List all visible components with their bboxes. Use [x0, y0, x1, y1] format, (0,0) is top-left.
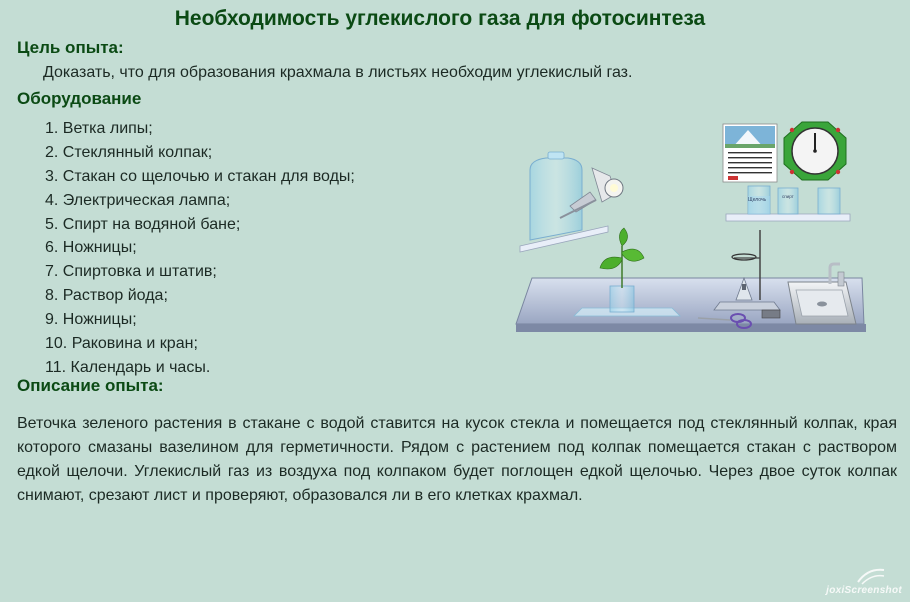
beaker-water-icon [818, 188, 840, 214]
equipment-item: 9. Ножницы; [45, 311, 137, 329]
equipment-heading: Оборудование [17, 89, 142, 108]
beaker-alkali-label: Щелочь [748, 197, 767, 203]
beaker-alcohol-icon [778, 188, 798, 214]
equipment-list [45, 117, 355, 380]
beaker-alcohol-label: спирт [782, 194, 794, 199]
bell-jar-icon [530, 152, 582, 240]
iodine-bottle-icon [762, 310, 780, 318]
description-text: Веточка зеленого растения в стакане с водой ставится на кусок стекла и помещается под стеклянный колпак, края которого смазаны вазелином для герметичности. Рядом с растением под колпак помещается стакан с раствором едкой щелочи. Углекислый газ из воздуха под колпаком будет поглощен едкой щелочью. Через двое суток колпак снимают, срезают лист и проверяют, образовался ли в его клетках крахмал. [17, 415, 897, 504]
sink-icon [788, 282, 856, 324]
watermark-logo-icon [856, 566, 886, 586]
equipment-item: 4. Электрическая лампа; [45, 191, 231, 209]
equipment-item: 11. Календарь и часы. [45, 358, 211, 376]
equipment-item: 6. Ножницы; [45, 239, 137, 257]
equipment-item: 8. Раствор йода; [45, 287, 168, 305]
goal-heading: Цель опыта: [17, 38, 124, 57]
watermark-text: joxiScreenshot [826, 585, 902, 596]
watermark [826, 566, 906, 598]
equipment-item: 10. Раковина и кран; [45, 335, 198, 353]
equipment-item: 3. Стакан со щелочью и стакан для воды; [45, 167, 355, 185]
page-title: Необходимость углекислого газа для фотосинтеза [174, 7, 706, 30]
clock-icon [784, 122, 846, 180]
equipment-item: 2. Стеклянный колпак; [45, 143, 213, 161]
equipment-item: 5. Спирт на водяной бане; [45, 215, 241, 233]
calendar-icon [723, 124, 777, 182]
equipment-item: 1. Ветка липы; [45, 120, 153, 137]
lab-scene-illustration [512, 118, 870, 340]
equipment-item: 7. Спиртовка и штатив; [45, 263, 217, 281]
right-shelf [726, 214, 850, 221]
description-heading: Описание опыта: [17, 376, 164, 395]
goal-text: Доказать, что для образования крахмала в листьях необходим углекислый газ. [43, 64, 633, 81]
